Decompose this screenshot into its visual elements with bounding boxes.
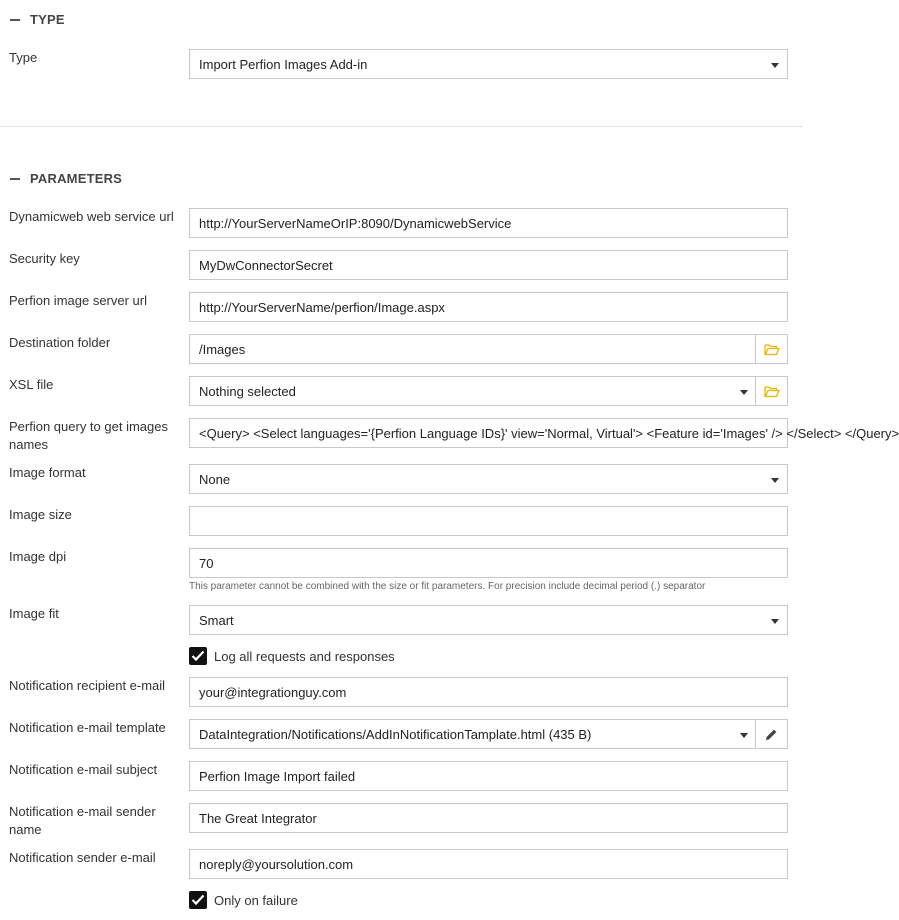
log-requests-checkbox[interactable] xyxy=(189,647,395,665)
folder-open-icon xyxy=(764,385,780,398)
subject-label: Notification e-mail subject xyxy=(9,762,158,777)
collapse-minus-icon[interactable] xyxy=(10,19,20,21)
chevron-down-icon xyxy=(740,733,748,738)
sender-name-label: Notification e-mail sender name xyxy=(9,804,156,837)
type-section-title: TYPE xyxy=(30,12,65,27)
image-server-value: http://YourServerName/perfion/Image.aspx xyxy=(199,300,445,315)
query-label: Perfion query to get images names xyxy=(9,419,168,452)
template-select-value: DataIntegration/Notifications/AddInNotificationTamplate.html (435 B) xyxy=(199,727,592,742)
section-divider xyxy=(0,126,803,127)
sender-email-label: Notification sender e-mail xyxy=(9,850,156,865)
image-server-label: Perfion image server url xyxy=(9,293,147,308)
pencil-icon xyxy=(765,728,778,741)
type-section-header[interactable] xyxy=(10,12,65,27)
sender-name-input[interactable] xyxy=(189,803,788,833)
dpi-input[interactable] xyxy=(189,548,788,578)
dest-folder-value: /Images xyxy=(199,342,246,357)
xsl-label: XSL file xyxy=(9,377,54,392)
template-edit-button[interactable] xyxy=(755,720,787,748)
sender-name-value: The Great Integrator xyxy=(199,811,317,826)
recipient-input[interactable] xyxy=(189,677,788,707)
security-key-label: Security key xyxy=(9,251,80,266)
format-select[interactable] xyxy=(189,464,788,494)
sender-email-value: noreply@yoursolution.com xyxy=(199,857,354,872)
dpi-hint: This parameter cannot be combined with the size or fit parameters. For precision include decimal period (.) separator xyxy=(189,581,706,592)
collapse-minus-icon[interactable] xyxy=(10,178,20,180)
image-server-input[interactable] xyxy=(189,292,788,322)
fit-select-value: Smart xyxy=(199,613,234,628)
fit-label: Image fit xyxy=(9,606,59,621)
only-on-failure-checkbox[interactable] xyxy=(189,891,298,909)
xsl-select[interactable] xyxy=(189,376,788,406)
size-label: Image size xyxy=(9,507,72,522)
type-label: Type xyxy=(9,50,38,65)
template-select[interactable] xyxy=(189,719,788,749)
xsl-browse-button[interactable] xyxy=(755,377,787,405)
checkmark-icon xyxy=(191,894,205,906)
ws-url-label: Dynamicweb web service url xyxy=(9,209,174,224)
log-checkbox-box[interactable] xyxy=(189,647,207,665)
recipient-value: your@integrationguy.com xyxy=(199,685,347,700)
chevron-down-icon xyxy=(771,478,779,483)
folder-open-icon xyxy=(764,343,780,356)
format-label: Image format xyxy=(9,465,86,480)
size-input[interactable] xyxy=(189,506,788,536)
ws-url-input[interactable] xyxy=(189,208,788,238)
template-label: Notification e-mail template xyxy=(9,720,166,735)
fit-select[interactable] xyxy=(189,605,788,635)
chevron-down-icon xyxy=(771,619,779,624)
chevron-down-icon xyxy=(740,390,748,395)
failure-checkbox-label: Only on failure xyxy=(214,892,298,908)
dpi-value: 70 xyxy=(199,556,214,571)
ws-url-value: http://YourServerNameOrIP:8090/DynamicwebService xyxy=(199,216,512,231)
query-input[interactable] xyxy=(189,418,899,448)
type-select-value: Import Perfion Images Add-in xyxy=(199,57,368,72)
sender-email-input[interactable] xyxy=(189,849,788,879)
recipient-label: Notification recipient e-mail xyxy=(9,678,166,693)
log-checkbox-label: Log all requests and responses xyxy=(214,648,395,664)
dest-folder-browse-button[interactable] xyxy=(755,335,787,363)
format-select-value: None xyxy=(199,472,231,487)
checkmark-icon xyxy=(191,650,205,662)
chevron-down-icon xyxy=(771,63,779,68)
xsl-select-value: Nothing selected xyxy=(199,384,296,399)
query-value: <Query> <Select languages='{Perfion Language IDs}' view='Normal, Virtual'> <Feature id='Images' /> </Select> </Query> xyxy=(199,426,899,441)
security-key-input[interactable] xyxy=(189,250,788,280)
parameters-section-header[interactable] xyxy=(10,171,122,186)
type-select[interactable] xyxy=(189,49,788,79)
subject-input[interactable] xyxy=(189,761,788,791)
security-key-value: MyDwConnectorSecret xyxy=(199,258,333,273)
dest-folder-label: Destination folder xyxy=(9,335,111,350)
subject-value: Perfion Image Import failed xyxy=(199,769,356,784)
dpi-label: Image dpi xyxy=(9,549,67,564)
parameters-section-title: PARAMETERS xyxy=(30,171,123,186)
failure-checkbox-box[interactable] xyxy=(189,891,207,909)
dest-folder-input[interactable] xyxy=(189,334,788,364)
